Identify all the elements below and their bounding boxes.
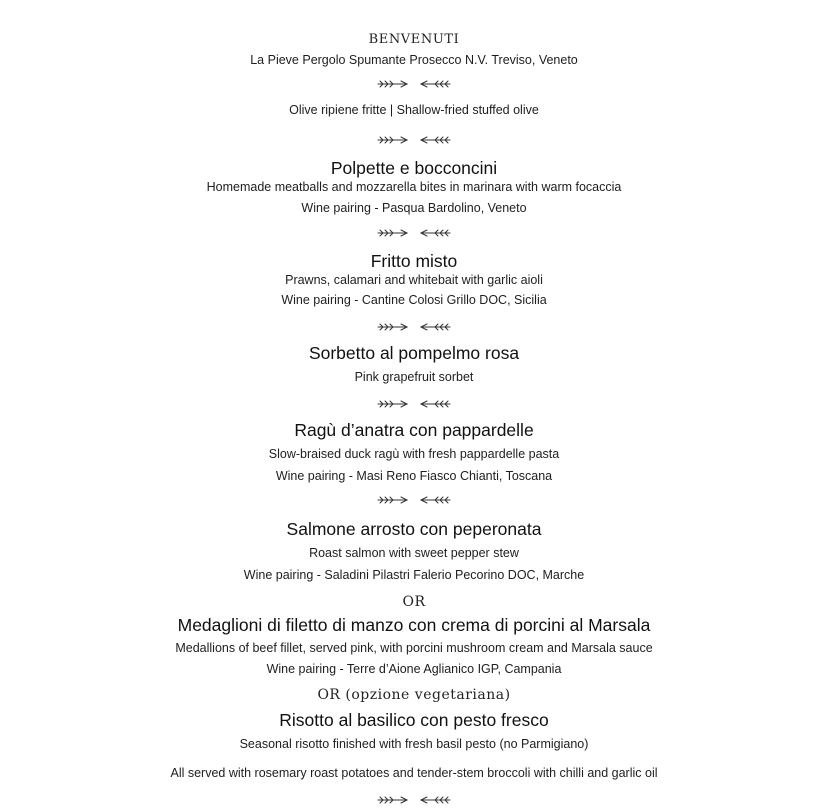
- medaglioni-description: Medallions of beef fillet, served pink, with porcini mushroom cream and Marsala sauce: [175, 641, 653, 655]
- risotto-description: Seasonal risotto finished with fresh basil pesto (no Parmigiano): [239, 737, 589, 751]
- medaglioni-title: Medaglioni di filetto di manzo con crema di porcini al Marsala: [177, 615, 651, 635]
- welcome-wine: La Pieve Pergolo Spumante Prosecco N.V. Treviso, Veneto: [250, 53, 578, 67]
- salmone-title: Salmone arrosto con peperonata: [286, 519, 542, 539]
- polpette-wine: Wine pairing - Pasqua Bardolino, Veneto: [301, 201, 527, 215]
- arrow-ornament-icon: [0, 796, 828, 804]
- ragu-description: Slow-braised duck ragù with fresh pappardelle pasta: [268, 447, 560, 461]
- arrow-ornament-icon: [0, 229, 828, 237]
- or-vegetarian-separator: OR (opzione vegetariana): [317, 687, 511, 703]
- sides-note: All served with rosemary roast potatoes and tender-stem broccoli with chilli and garlic oil: [170, 766, 658, 780]
- fritto-wine: Wine pairing - Cantine Colosi Grillo DOC, Sicilia: [281, 293, 547, 307]
- fritto-title: Fritto misto: [370, 251, 458, 271]
- polpette-title: Polpette e bocconcini: [330, 158, 498, 178]
- arrow-ornament-icon: [0, 400, 828, 408]
- arrow-ornament-icon: [0, 496, 828, 504]
- ragu-title: Ragù d’anatra con pappardelle: [294, 420, 534, 440]
- salmone-description: Roast salmon with sweet pepper stew: [309, 546, 519, 560]
- salmone-wine: Wine pairing - Saladini Pilastri Falerio Pecorino DOC, Marche: [243, 568, 585, 582]
- arrow-ornament-icon: [0, 323, 828, 331]
- or-separator: OR: [402, 594, 426, 610]
- ragu-wine: Wine pairing - Masi Reno Fiasco Chianti, Toscana: [275, 469, 553, 483]
- olive-description: Olive ripiene fritte | Shallow-fried stuffed olive: [289, 103, 539, 117]
- sorbetto-description: Pink grapefruit sorbet: [354, 370, 474, 384]
- risotto-title: Risotto al basilico con pesto fresco: [279, 710, 549, 730]
- welcome-heading: BENVENUTI: [368, 32, 460, 47]
- medaglioni-wine: Wine pairing - Terre d’Aione Aglianico IGP, Campania: [266, 662, 562, 676]
- polpette-description: Homemade meatballs and mozzarella bites in marinara with warm focaccia: [206, 180, 622, 194]
- arrow-ornament-icon: [0, 136, 828, 144]
- arrow-ornament-icon: [0, 80, 828, 88]
- fritto-description: Prawns, calamari and whitebait with garlic aioli: [285, 273, 543, 287]
- sorbetto-title: Sorbetto al pompelmo rosa: [308, 343, 520, 363]
